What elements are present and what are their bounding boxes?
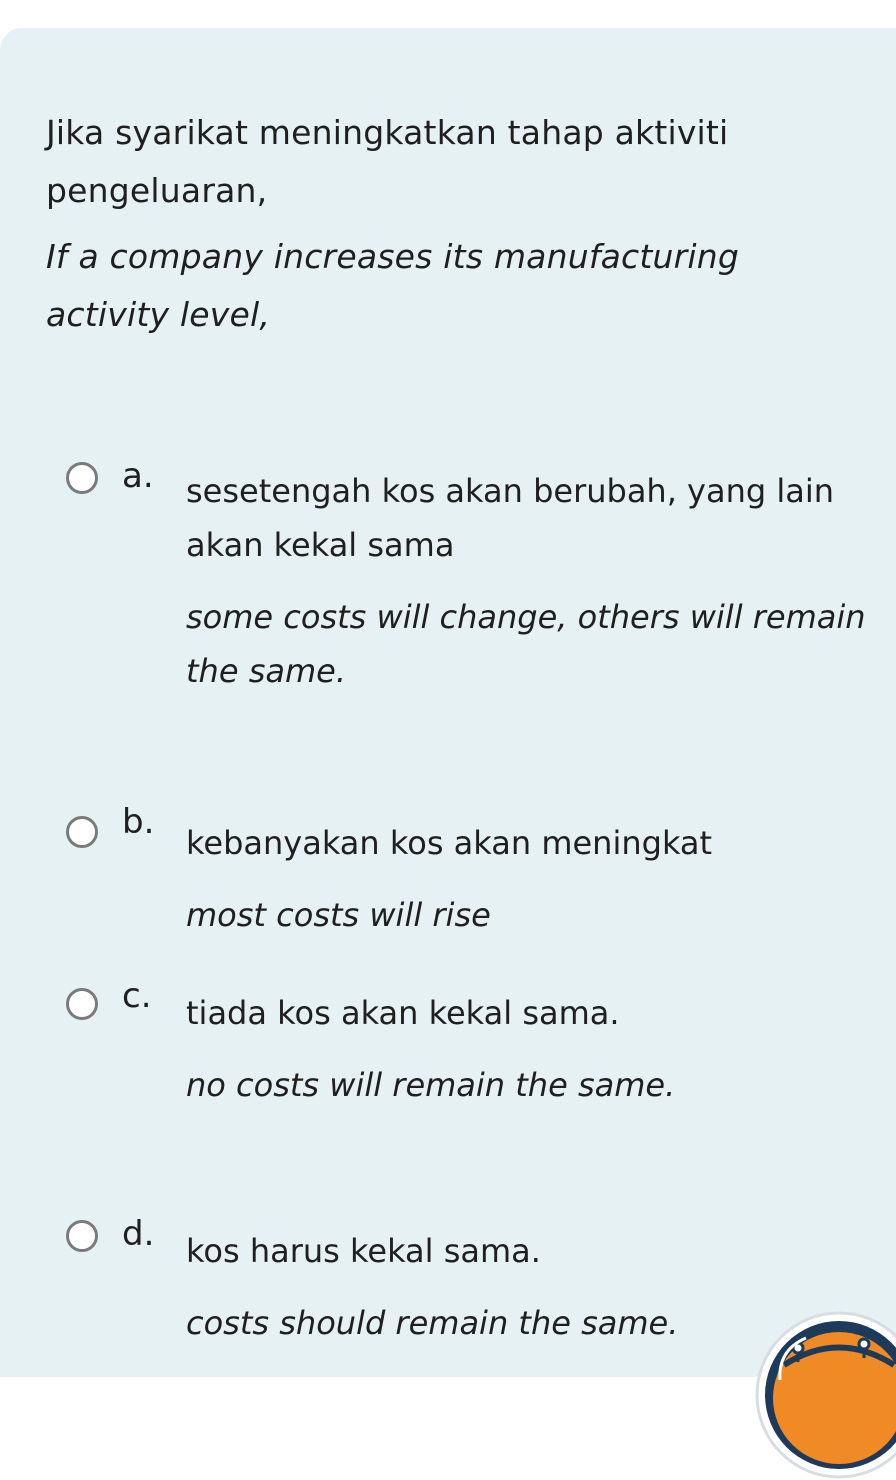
option-text <box>186 464 886 698</box>
option-malay: kos harus kekal sama. <box>186 1232 541 1270</box>
mascot-badge-icon[interactable] <box>754 1310 896 1480</box>
option-malay: kebanyakan kos akan meningkat <box>186 824 713 862</box>
option-letter: d. <box>122 1214 155 1254</box>
option-malay: sesetengah kos akan berubah, yang lain akan kekal sama <box>186 472 835 564</box>
option-english: most costs will rise <box>186 896 491 934</box>
question-panel <box>0 28 896 1377</box>
option-letter: b. <box>122 802 155 842</box>
radio-unselected-icon[interactable] <box>66 1220 98 1252</box>
option-letter: c. <box>122 976 152 1016</box>
option-text <box>186 986 886 1112</box>
option-english: no costs will remain the same. <box>186 1066 676 1104</box>
question-text <box>46 104 846 344</box>
radio-unselected-icon[interactable] <box>66 988 98 1020</box>
option-english: some costs will change, others will remain the same. <box>186 598 866 690</box>
option-english: costs should remain the same. <box>186 1304 679 1342</box>
question-malay: Jika syarikat meningkatkan tahap aktiviti pengeluaran, <box>46 113 729 210</box>
option-letter: a. <box>122 456 154 496</box>
option-text <box>186 816 886 942</box>
radio-unselected-icon[interactable] <box>66 816 98 848</box>
radio-unselected-icon[interactable] <box>66 462 98 494</box>
question-english: If a company increases its manufacturing activity level, <box>46 237 740 334</box>
option-malay: tiada kos akan kekal sama. <box>186 994 620 1032</box>
